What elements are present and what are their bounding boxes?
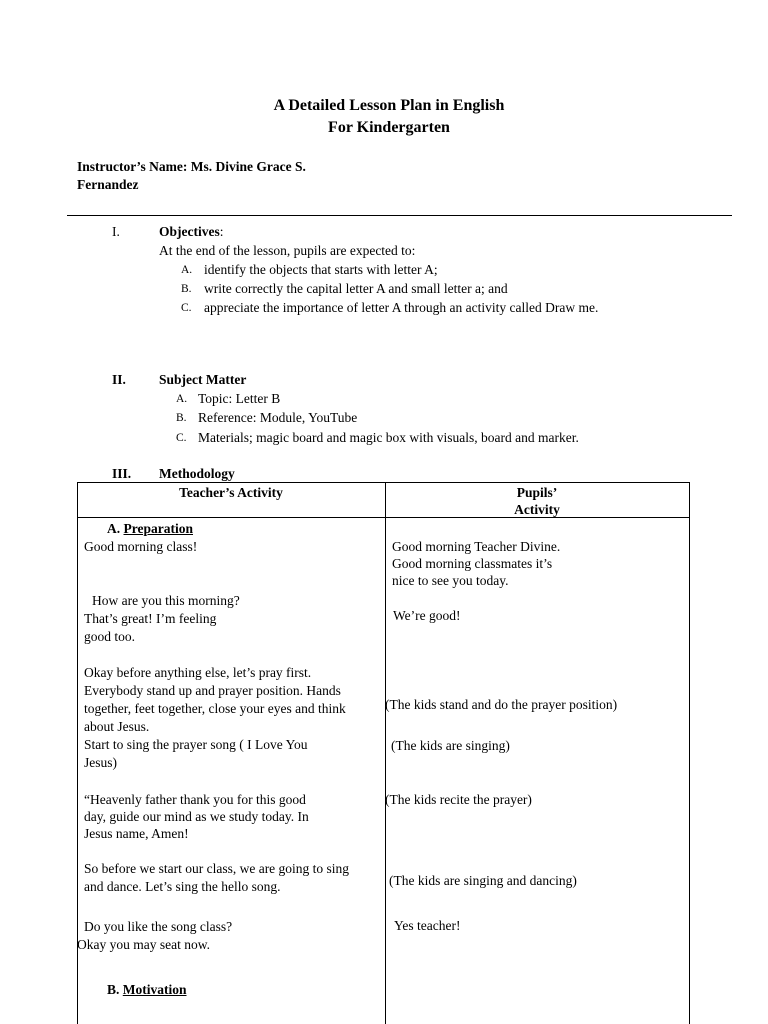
pupil-line: (The kids are singing) — [391, 738, 510, 753]
objectives-numeral: I. — [112, 224, 120, 239]
teacher-line: So before we start our class, we are going to sing — [84, 861, 350, 876]
objective-c-text: appreciate the importance of letter A through an activity called Draw me. — [204, 300, 599, 315]
subject-matter-heading: Subject Matter — [159, 372, 247, 387]
objective-c-label: C. — [181, 302, 192, 314]
teacher-line: Okay before anything else, let’s pray first. — [84, 665, 312, 680]
document-title: A Detailed Lesson Plan in English — [273, 97, 505, 114]
teacher-line: That’s great! I’m feeling — [84, 611, 217, 626]
table-column-divider — [385, 482, 386, 1024]
pupil-line: (The kids are singing and dancing) — [389, 873, 577, 888]
subject-a-text: Topic: Letter B — [198, 391, 281, 406]
teacher-line: Jesus) — [84, 755, 117, 770]
pupil-line: Good morning Teacher Divine. — [392, 539, 561, 554]
subject-b-text: Reference: Module, YouTube — [198, 410, 358, 425]
teacher-line: good too. — [84, 629, 136, 644]
motivation-heading — [107, 981, 187, 998]
objectives-intro: At the end of the lesson, pupils are expected to: — [159, 243, 416, 258]
pupil-line: (The kids stand and do the prayer position) — [385, 697, 618, 712]
subject-b-label: B. — [176, 412, 187, 424]
teacher-line: and dance. Let’s sing the hello song. — [84, 879, 281, 894]
teacher-line: Jesus name, Amen! — [84, 826, 189, 841]
instructor-name-line2: Fernandez — [77, 177, 139, 192]
pupils-activity-header-line2: Activity — [514, 502, 560, 517]
pupil-line: (The kids recite the prayer) — [385, 792, 532, 807]
pupils-activity-header-line1: Pupils’ — [516, 485, 558, 500]
methodology-numeral: III. — [112, 466, 132, 481]
objectives-heading-wrap — [159, 223, 224, 240]
objectives-heading-colon: : — [219, 224, 224, 239]
document-subtitle: For Kindergarten — [328, 119, 450, 136]
preparation-label: Preparation — [123, 521, 193, 536]
preparation-prefix: A. — [107, 521, 124, 536]
preparation-heading — [107, 520, 193, 537]
subject-c-text: Materials; magic board and magic box with visuals, board and marker. — [198, 430, 579, 445]
pupil-line: nice to see you today. — [392, 573, 509, 588]
table-top-border — [77, 482, 690, 483]
pupil-line: Good morning classmates it’s — [392, 556, 553, 571]
teacher-line: Good morning class! — [84, 539, 198, 554]
teacher-line: Start to sing the prayer song ( I Love You — [84, 737, 308, 752]
pupil-line: We’re good! — [393, 608, 461, 623]
subject-a-label: A. — [176, 393, 188, 405]
teacher-line: Do you like the song class? — [84, 919, 233, 934]
objective-b-label: B. — [181, 283, 192, 295]
subject-matter-numeral: II. — [112, 372, 126, 387]
objective-b-text: write correctly the capital letter A and small letter a; and — [204, 281, 508, 296]
teacher-line: Okay you may seat now. — [77, 937, 210, 952]
table-right-border — [689, 482, 690, 1024]
teacher-line: day, guide our mind as we study today. In — [84, 809, 309, 824]
instructor-name-line1: Instructor’s Name: Ms. Divine Grace S. — [77, 159, 306, 174]
pupil-line: Yes teacher! — [394, 918, 461, 933]
teacher-activity-header: Teacher’s Activity — [179, 485, 283, 500]
subject-c-label: C. — [176, 432, 187, 444]
teacher-line: How are you this morning? — [92, 593, 240, 608]
teacher-line: “Heavenly father thank you for this good — [84, 792, 306, 807]
objectives-heading: Objectives — [159, 224, 220, 239]
teacher-line: about Jesus. — [84, 719, 150, 734]
header-divider — [67, 215, 732, 216]
objective-a-text: identify the objects that starts with letter A; — [204, 262, 438, 277]
teacher-line: Everybody stand up and prayer position. Hands — [84, 683, 341, 698]
objective-a-label: A. — [181, 264, 193, 276]
teacher-line: together, feet together, close your eyes and think — [84, 701, 346, 716]
motivation-label: Motivation — [122, 982, 187, 997]
methodology-heading: Methodology — [159, 466, 235, 481]
motivation-prefix: B. — [107, 982, 123, 997]
